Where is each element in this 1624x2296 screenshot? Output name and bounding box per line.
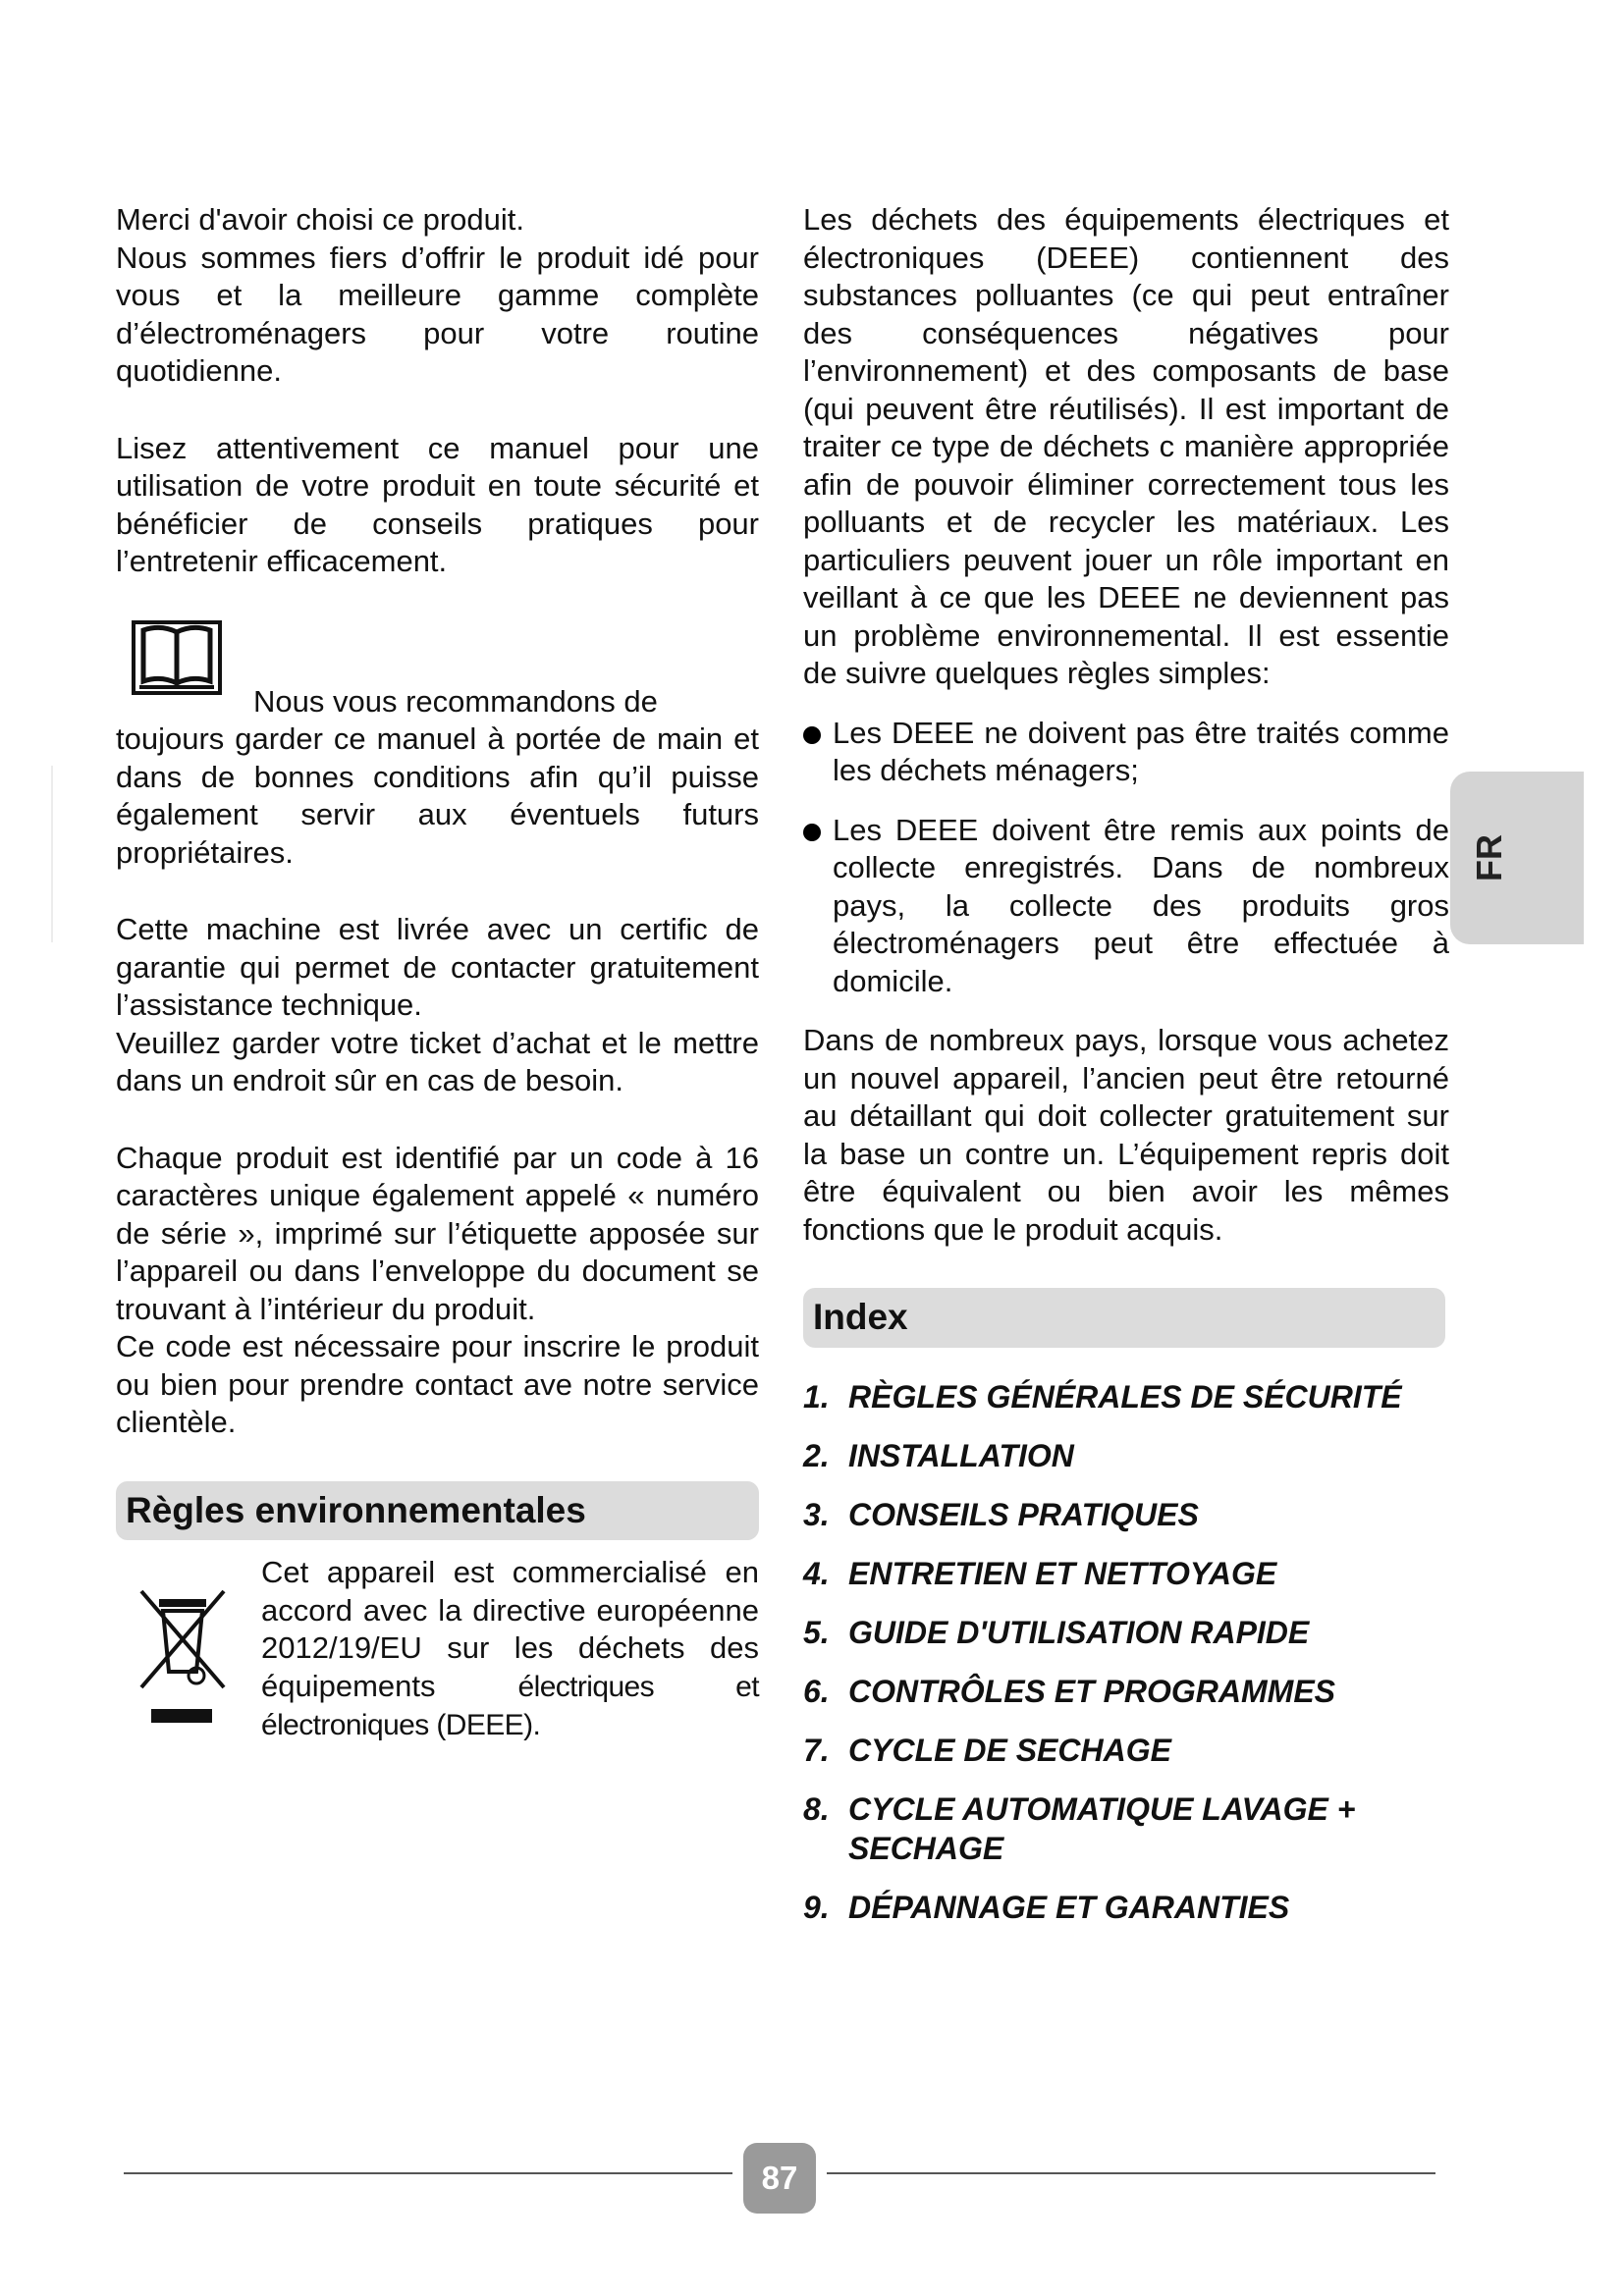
weee-info-paragraph: Les déchets des équipements électriques et électroniques (DEEE) contiennent des substances polluantes (ce qui peut entraîner des conséquences négatives pour l’environnement) et des composants de base (qui peuvent être réutilisés). Il est important de traiter ce type de déchets c manière appropriée afin de pouvoir éliminer correctement tous les polluants et de recycler les matériaux. Les particuliers peuvent jouer un rôle important en veillant à ce que les DEEE ne deviennent pas un problème environnemental. Il est essentie de suivre quelques règles simples: [803,202,1449,690]
bullet-dot-icon [803,726,821,744]
recommend-first-line: Nous vous recommandons de [253,683,658,719]
index-item[interactable]: 7. CYCLE DE SECHAGE [803,1732,1171,1768]
intro-paragraph: Nous sommes fiers d’offrir le produit idé pour vous et la meilleure gamme complète d’électroménagers pour votre routine quotidienne. [116,240,759,388]
weee-crossed-bin-icon [137,1577,230,1735]
warranty-paragraph: Cette machine est livrée avec un certific de garantie qui permet de contacter gratuitement l’assistance technique. [116,912,759,1022]
left-column [116,201,759,1745]
margin-mark [51,766,53,942]
read-manual-paragraph: Lisez attentivement ce manuel pour une utilisation de votre produit en toute sécurité et bénéficier de conseils pratiques pour l’entretenir efficacement. [116,430,759,578]
index-item[interactable]: 2. INSTALLATION [803,1437,1074,1473]
bullet-text: Les DEEE doivent être remis aux points de collecte enregistrés. Dans de nombreux pays, la collecte des produits gros électroménagers peut être effectuée à domicile. [833,812,1449,998]
weee-block [116,1554,759,1745]
index-heading: Index [803,1288,1445,1348]
index-item[interactable]: 9. DÉPANNAGE ET GARANTIES [803,1889,1290,1925]
bullet-item [803,812,1449,1001]
book-manual-icon [132,620,222,697]
weee-directive-last: électriques et électroniques (DEEE). [261,1670,759,1741]
index-item[interactable]: 3. CONSEILS PRATIQUES [803,1496,1199,1532]
footer-rule-right [827,2172,1435,2174]
environment-heading: Règles environnementales [116,1481,759,1541]
index-list [803,1377,1449,1927]
bullet-text: Les DEEE ne doivent pas être traités comme les déchets ménagers; [833,715,1449,787]
footer-rule-left [124,2172,732,2174]
take-back-paragraph: Dans de nombreux pays, lorsque vous achetez un nouvel appareil, l’ancien peut être retourné au détaillant qui doit collecter gratuitement sur la base un contre un. L’équipement repris doit être équivalent ou bien avoir les mêmes fonctions que le produit acquis. [803,1023,1449,1247]
bullet-dot-icon [803,824,821,841]
weee-text [261,1554,759,1745]
manual-recommendation [116,620,759,873]
index-item[interactable]: 8. CYCLE AUTOMATIQUE LAVAGE + SECHAGE [803,1790,1356,1866]
right-column [803,201,1449,1947]
page-number: 87 [743,2143,816,2214]
bullet-item [803,715,1449,790]
serial-usage-paragraph: Ce code est nécessaire pour inscrire le produit ou bien pour prendre contact ave notre service clientèle. [116,1329,759,1439]
index-item[interactable]: 6. CONTRÔLES ET PROGRAMMES [803,1673,1336,1709]
index-item[interactable]: 5. GUIDE D'UTILISATION RAPIDE [803,1614,1310,1650]
receipt-paragraph: Veuillez garder votre ticket d’achat et le mettre dans un endroit sûr en cas de besoin. [116,1025,759,1097]
index-item[interactable]: 1. RÈGLES GÉNÉRALES DE SÉCURITÉ [803,1378,1402,1415]
thanks-paragraph: Merci d'avoir choisi ce produit. [116,202,524,237]
index-item[interactable]: 4. ENTRETIEN ET NETTOYAGE [803,1555,1277,1591]
weee-directive-text: Cet appareil est commercialisé en accord avec la directive européenne 2012/19/EU sur les déchets des équipements [261,1555,759,1703]
recommend-paragraph: toujours garder ce manuel à portée de main et dans de bonnes conditions afin qu’il puisse également servir aux éventuels futurs propriétaires. [116,721,759,870]
serial-paragraph: Chaque produit est identifié par un code à 16 caractères unique également appelé « numéro de série », imprimé sur l’étiquette apposée sur l’appareil ou dans l’enveloppe du document se trouvant à l’intérieur du produit. [116,1140,759,1326]
